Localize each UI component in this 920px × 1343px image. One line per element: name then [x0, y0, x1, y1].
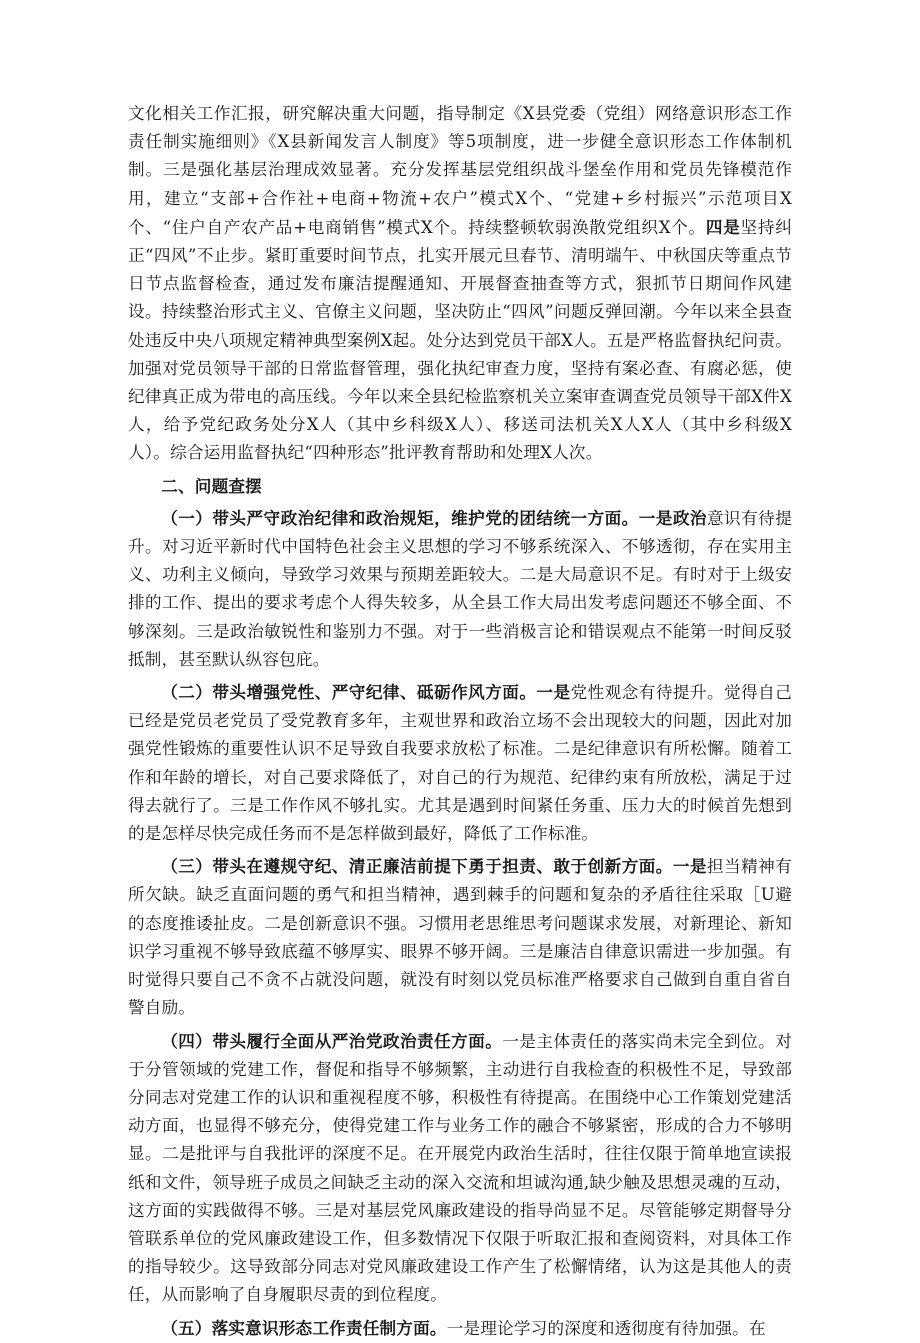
subsection-2-title: （二）带头增强党性、严守纪律、砥砺作风方面。	[161, 682, 537, 703]
subsection-4	[128, 1027, 792, 1310]
document-page	[128, 100, 792, 1343]
subsection-1-title: （一）带头严守政治纪律和政治规矩，维护党的团结统一方面。	[161, 507, 639, 528]
subsection-4-title: （四）带头履行全面从严治党政治责任方面。	[161, 1030, 503, 1051]
subsection-2-body: 党性观念有待提升。觉得自己已经是党员老党员了受党教育多年，主观世界和政治立场不会出现较大的问题，因此对加强党性锻炼的重要性认识不足导致自我要求放松了标准。二是纪律意识有所松懈。随着工作和年龄的增长，对自己要求降低了，对自己的行为规范、纪律约束有所放松，满足于过得去就行了。三是工作作风不够扎实。尤其是遇到时间紧任务重、压力大的时候首先想到的是怎样尽快完成任务而不是怎样做到最好，降低了工作标准。	[128, 683, 793, 844]
subsection-1-lead: 一是政治	[638, 507, 707, 528]
subsection-5-body: 一是理论学习的深度和透彻度有待加强。在	[446, 1318, 766, 1338]
subsection-5-title: （五）落实意识形态工作责任制方面。	[161, 1317, 447, 1338]
subsection-2	[128, 678, 792, 848]
intro-text-b: 坚持纠正“四风”不止步。紧盯重要时间节点，扎实开展元旦春节、清明端午、中秋国庆等重点节日节点监督检查，通过发布廉洁提醒通知、开展督查抽查等方式，狠抓节日期间作风建设。持续整治形式主义、官僚主义问题，坚决防止“四风”问题反弹回潮。今年以来全县查处违反中央八项规定精神典型案例X起。处分达到党员干部X人。五是严格监督执纪问责。加强对党员领导干部的日常监督管理，强化执纪审查力度，坚持有案必查、有腐必惩，使纪律真正成为带电的高压线。今年以来全县纪检监察机关立案审查调查党员领导干部X件X人，给予党纪政务处分X人（其中乡科级X人）、移送司法机关X人X人（其中乡科级X人）。综合运用监督执纪“四种形态”批评教育帮助和处理X人次。	[128, 217, 792, 463]
subsection-2-lead: 一是	[536, 682, 571, 703]
subsection-3-title: （三）带头在遵规守纪、清正廉洁前提下勇于担责、敢于创新方面。	[161, 856, 673, 877]
subsection-4-body: 一是主体责任的落实尚未完全到位。对于分管领域的党建工作，督促和指导不够频繁，主动进行自我检查的积极性不足，导致部分同志对党建工作的认识和重视程度不够，积极性有待提高。在围绕中心工作策划党建活动方面，也显得不够充分，使得党建工作与业务工作的融合不够紧密，形成的合力不够明显。二是批评与自我批评的深度不足。在开展党内政治生活时，往往仅限于简单地宣读报纸和文件，领导班子成员之间缺乏主动的深入交流和坦诚沟通,缺少触及思想灵魂的互动，这方面的实践做得不够。三是对基层党风廉政建设的指导尚显不足。尽管能够定期督导分管联系单位的党风廉政建设工作，但多数情况下仅限于听取汇报和查阅资料，对具体工作的指导较少。这导致部分同志对党风廉政建设工作产生了松懈情绪，认为这是其他人的责任，从而影响了自身履职尽责的到位程度。	[128, 1031, 792, 1305]
intro-paragraph	[128, 100, 792, 468]
subsection-1-body: 意识有待提升。对习近平新时代中国特色社会主义思想的学习不够系统深入、不够透彻，存在实用主义、功利主义倾向，导致学习效果与预期差距较大。二是大局意识不足。有时对于上级安排的工作、提出的要求考虑个人得失较多，从全县工作大局出发考虑问题还不够全面、不够深刻。三是政治敏锐性和鉴别力不强。对于一些消极言论和错误观点不能第一时间反驳抵制，甚至默认纵容包庇。	[128, 508, 792, 669]
subsection-1	[128, 504, 792, 674]
subsection-3-lead: 一是	[672, 856, 707, 877]
subsection-3	[128, 852, 792, 1022]
subsection-3-body: 担当精神有所欠缺。缺乏直面问题的勇气和担当精神，遇到棘手的问题和复杂的矛盾往往采取［U避的态度推诿扯皮。二是创新意识不强。习惯用老思维思考问题谋求发展，对新理论、新知识学习重视不够导致底蕴不够厚实、眼界不够开阔。三是廉洁自律意识需进一步加强。有时觉得只要自己不贪不占就没问题，就没有时刻以党员标准严格要求自己做到自重自省自警自励。	[128, 857, 793, 1018]
intro-bold-lead: 四是	[705, 216, 741, 237]
intro-text-a: 文化相关工作汇报，研究解决重大问题，指导制定《X县党委（党组）网络意识形态工作责任制实施细则》《X县新闻发言人制度》等5项制度，进一步健全意识形态工作体制机制。三是强化基层治理成效显著。充分发挥基层党组织战斗堡垒作用和党员先锋模范作用，建立“支部+合作社+电商+物流+农户”模式X个、“党建+乡村振兴”示范项目X个、“住户自产农产品+电商销售”模式X个。持续整顿软弱涣散党组织X个。	[128, 104, 792, 237]
subsection-5	[128, 1314, 792, 1343]
section-heading-problems: 二、问题查摆	[161, 475, 262, 496]
